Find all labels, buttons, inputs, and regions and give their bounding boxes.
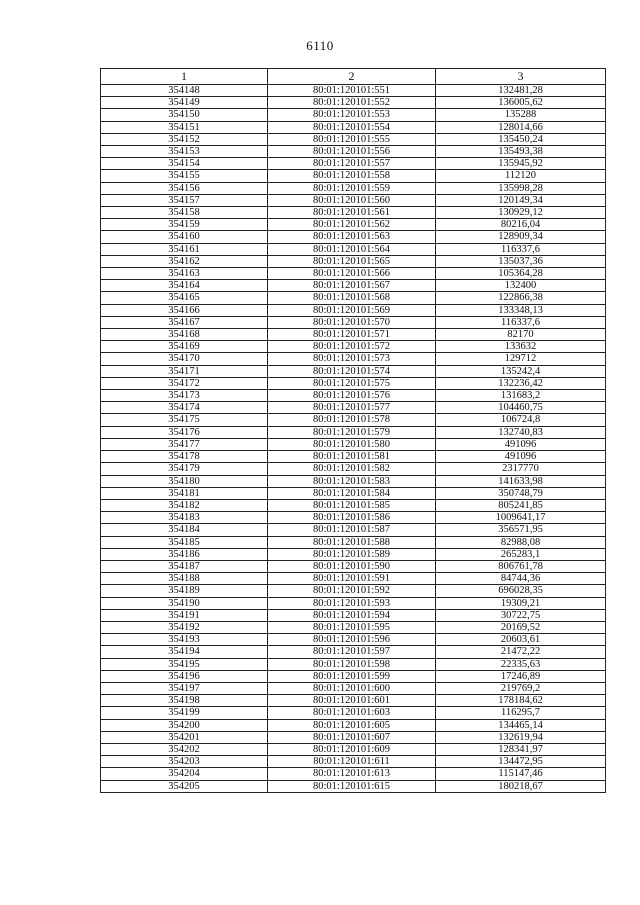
value-cell: 129712: [436, 353, 606, 365]
table-row: [101, 658, 606, 670]
cadastral-number-cell: 80:01:120101:582: [268, 463, 436, 475]
row-number-cell: 354180: [101, 475, 268, 487]
table-row: [101, 207, 606, 219]
value-cell: 130929,12: [436, 207, 606, 219]
cadastral-number-cell: 80:01:120101:588: [268, 536, 436, 548]
cadastral-number-cell: 80:01:120101:555: [268, 133, 436, 145]
table-row: [101, 158, 606, 170]
value-cell: 105364,28: [436, 268, 606, 280]
cadastral-number-cell: 80:01:120101:573: [268, 353, 436, 365]
row-number-cell: 354178: [101, 451, 268, 463]
value-cell: 19309,21: [436, 597, 606, 609]
cadastral-number-cell: 80:01:120101:562: [268, 219, 436, 231]
value-cell: 491096: [436, 438, 606, 450]
table-row: [101, 194, 606, 206]
table-row: [101, 756, 606, 768]
value-cell: 17246,89: [436, 670, 606, 682]
table-row: [101, 451, 606, 463]
value-cell: 135998,28: [436, 182, 606, 194]
value-cell: 356571,95: [436, 524, 606, 536]
value-cell: 128014,66: [436, 121, 606, 133]
cadastral-number-cell: 80:01:120101:569: [268, 304, 436, 316]
row-number-cell: 354164: [101, 280, 268, 292]
cadastral-number-cell: 80:01:120101:599: [268, 670, 436, 682]
row-number-cell: 354191: [101, 609, 268, 621]
row-number-cell: 354196: [101, 670, 268, 682]
row-number-cell: 354177: [101, 438, 268, 450]
cadastral-number-cell: 80:01:120101:560: [268, 194, 436, 206]
row-number-cell: 354156: [101, 182, 268, 194]
value-cell: 141633,98: [436, 475, 606, 487]
table-row: [101, 499, 606, 511]
table-row: [101, 487, 606, 499]
cadastral-number-cell: 80:01:120101:586: [268, 512, 436, 524]
row-number-cell: 354166: [101, 304, 268, 316]
value-cell: 132400: [436, 280, 606, 292]
row-number-cell: 354150: [101, 109, 268, 121]
value-cell: 350748,79: [436, 487, 606, 499]
row-number-cell: 354161: [101, 243, 268, 255]
data-table: [100, 68, 606, 793]
table-row: [101, 634, 606, 646]
value-cell: 134472,95: [436, 756, 606, 768]
row-number-cell: 354165: [101, 292, 268, 304]
cadastral-number-cell: 80:01:120101:605: [268, 719, 436, 731]
table-row: [101, 438, 606, 450]
value-cell: 120149,34: [436, 194, 606, 206]
column-header-1: 1: [101, 69, 268, 85]
value-cell: 131683,2: [436, 390, 606, 402]
table-row: [101, 292, 606, 304]
value-cell: 806761,78: [436, 560, 606, 572]
cadastral-number-cell: 80:01:120101:563: [268, 231, 436, 243]
value-cell: 132481,28: [436, 85, 606, 97]
cadastral-number-cell: 80:01:120101:577: [268, 402, 436, 414]
cadastral-number-cell: 80:01:120101:574: [268, 365, 436, 377]
table-row: [101, 97, 606, 109]
cadastral-number-cell: 80:01:120101:575: [268, 377, 436, 389]
cadastral-number-cell: 80:01:120101:596: [268, 634, 436, 646]
cadastral-number-cell: 80:01:120101:578: [268, 414, 436, 426]
value-cell: 805241,85: [436, 499, 606, 511]
value-cell: 135288: [436, 109, 606, 121]
table-row: [101, 414, 606, 426]
row-number-cell: 354187: [101, 560, 268, 572]
value-cell: 30722,75: [436, 609, 606, 621]
row-number-cell: 354157: [101, 194, 268, 206]
value-cell: 132740,83: [436, 426, 606, 438]
table-row: [101, 255, 606, 267]
cadastral-number-cell: 80:01:120101:580: [268, 438, 436, 450]
table-row: [101, 304, 606, 316]
value-cell: 116337,6: [436, 243, 606, 255]
table-row: [101, 268, 606, 280]
value-cell: 20169,52: [436, 621, 606, 633]
row-number-cell: 354186: [101, 548, 268, 560]
value-cell: 84744,36: [436, 573, 606, 585]
value-cell: 135450,24: [436, 133, 606, 145]
row-number-cell: 354202: [101, 743, 268, 755]
row-number-cell: 354148: [101, 85, 268, 97]
row-number-cell: 354159: [101, 219, 268, 231]
table-row: [101, 182, 606, 194]
value-cell: 1009641,17: [436, 512, 606, 524]
table-row: [101, 365, 606, 377]
row-number-cell: 354174: [101, 402, 268, 414]
cadastral-number-cell: 80:01:120101:583: [268, 475, 436, 487]
cadastral-number-cell: 80:01:120101:552: [268, 97, 436, 109]
table-row: [101, 646, 606, 658]
row-number-cell: 354153: [101, 146, 268, 158]
value-cell: 2317770: [436, 463, 606, 475]
row-number-cell: 354162: [101, 255, 268, 267]
cadastral-number-cell: 80:01:120101:567: [268, 280, 436, 292]
row-number-cell: 354155: [101, 170, 268, 182]
value-cell: 22335,63: [436, 658, 606, 670]
cadastral-number-cell: 80:01:120101:611: [268, 756, 436, 768]
value-cell: 106724,8: [436, 414, 606, 426]
row-number-cell: 354188: [101, 573, 268, 585]
value-cell: 180218,67: [436, 780, 606, 792]
page-number: 6110: [306, 38, 334, 53]
table-row: [101, 390, 606, 402]
row-number-cell: 354195: [101, 658, 268, 670]
value-cell: 104460,75: [436, 402, 606, 414]
table-row: [101, 585, 606, 597]
table-row: [101, 682, 606, 694]
table-row: [101, 780, 606, 792]
row-number-cell: 354158: [101, 207, 268, 219]
table-row: [101, 109, 606, 121]
table-row: [101, 621, 606, 633]
table-row: [101, 170, 606, 182]
cadastral-number-cell: 80:01:120101:609: [268, 743, 436, 755]
table-row: [101, 560, 606, 572]
cadastral-number-cell: 80:01:120101:591: [268, 573, 436, 585]
row-number-cell: 354199: [101, 707, 268, 719]
value-cell: 135242,4: [436, 365, 606, 377]
row-number-cell: 354173: [101, 390, 268, 402]
row-number-cell: 354200: [101, 719, 268, 731]
cadastral-number-cell: 80:01:120101:593: [268, 597, 436, 609]
cadastral-number-cell: 80:01:120101:579: [268, 426, 436, 438]
table-row: [101, 243, 606, 255]
cadastral-number-cell: 80:01:120101:607: [268, 731, 436, 743]
value-cell: 135037,36: [436, 255, 606, 267]
cadastral-number-cell: 80:01:120101:615: [268, 780, 436, 792]
header-row: [101, 69, 606, 85]
value-cell: 265283,1: [436, 548, 606, 560]
row-number-cell: 354176: [101, 426, 268, 438]
table-row: [101, 353, 606, 365]
value-cell: 133632: [436, 341, 606, 353]
row-number-cell: 354168: [101, 329, 268, 341]
row-number-cell: 354152: [101, 133, 268, 145]
row-number-cell: 354169: [101, 341, 268, 353]
row-number-cell: 354160: [101, 231, 268, 243]
value-cell: 82170: [436, 329, 606, 341]
row-number-cell: 354151: [101, 121, 268, 133]
table-row: [101, 524, 606, 536]
cadastral-number-cell: 80:01:120101:601: [268, 695, 436, 707]
value-cell: 136005,62: [436, 97, 606, 109]
table-row: [101, 597, 606, 609]
row-number-cell: 354163: [101, 268, 268, 280]
table-row: [101, 316, 606, 328]
cadastral-number-cell: 80:01:120101:597: [268, 646, 436, 658]
value-cell: 491096: [436, 451, 606, 463]
cadastral-number-cell: 80:01:120101:568: [268, 292, 436, 304]
table-row: [101, 231, 606, 243]
column-header-2: 2: [268, 69, 436, 85]
cadastral-number-cell: 80:01:120101:585: [268, 499, 436, 511]
cadastral-number-cell: 80:01:120101:590: [268, 560, 436, 572]
table-row: [101, 426, 606, 438]
value-cell: 116295,7: [436, 707, 606, 719]
row-number-cell: 354181: [101, 487, 268, 499]
table-row: [101, 707, 606, 719]
row-number-cell: 354192: [101, 621, 268, 633]
row-number-cell: 354183: [101, 512, 268, 524]
cadastral-number-cell: 80:01:120101:598: [268, 658, 436, 670]
cadastral-number-cell: 80:01:120101:595: [268, 621, 436, 633]
table-row: [101, 463, 606, 475]
table-row: [101, 719, 606, 731]
cadastral-number-cell: 80:01:120101:572: [268, 341, 436, 353]
table-row: [101, 341, 606, 353]
row-number-cell: 354190: [101, 597, 268, 609]
value-cell: 132236,42: [436, 377, 606, 389]
value-cell: 116337,6: [436, 316, 606, 328]
value-cell: 80216,04: [436, 219, 606, 231]
table-row: [101, 146, 606, 158]
table-row: [101, 743, 606, 755]
table-row: [101, 609, 606, 621]
row-number-cell: 354189: [101, 585, 268, 597]
row-number-cell: 354171: [101, 365, 268, 377]
cadastral-number-cell: 80:01:120101:570: [268, 316, 436, 328]
table-row: [101, 768, 606, 780]
table-row: [101, 731, 606, 743]
row-number-cell: 354194: [101, 646, 268, 658]
value-cell: 696028,35: [436, 585, 606, 597]
row-number-cell: 354149: [101, 97, 268, 109]
table-row: [101, 329, 606, 341]
table-row: [101, 219, 606, 231]
cadastral-number-cell: 80:01:120101:589: [268, 548, 436, 560]
value-cell: 135945,92: [436, 158, 606, 170]
value-cell: 82988,08: [436, 536, 606, 548]
table-row: [101, 512, 606, 524]
cadastral-number-cell: 80:01:120101:584: [268, 487, 436, 499]
cadastral-number-cell: 80:01:120101:592: [268, 585, 436, 597]
table-row: [101, 85, 606, 97]
column-header-3: 3: [436, 69, 606, 85]
value-cell: 178184,62: [436, 695, 606, 707]
cadastral-number-cell: 80:01:120101:565: [268, 255, 436, 267]
row-number-cell: 354182: [101, 499, 268, 511]
cadastral-number-cell: 80:01:120101:613: [268, 768, 436, 780]
row-number-cell: 354205: [101, 780, 268, 792]
cadastral-number-cell: 80:01:120101:594: [268, 609, 436, 621]
cadastral-number-cell: 80:01:120101:556: [268, 146, 436, 158]
table-row: [101, 670, 606, 682]
cadastral-number-cell: 80:01:120101:558: [268, 170, 436, 182]
value-cell: 135493,38: [436, 146, 606, 158]
value-cell: 219769,2: [436, 682, 606, 694]
row-number-cell: 354170: [101, 353, 268, 365]
row-number-cell: 354154: [101, 158, 268, 170]
value-cell: 133348,13: [436, 304, 606, 316]
table-row: [101, 133, 606, 145]
table-row: [101, 121, 606, 133]
value-cell: 134465,14: [436, 719, 606, 731]
cadastral-number-cell: 80:01:120101:576: [268, 390, 436, 402]
cadastral-number-cell: 80:01:120101:581: [268, 451, 436, 463]
table-row: [101, 377, 606, 389]
table-body: [101, 85, 606, 793]
table-row: [101, 280, 606, 292]
cadastral-number-cell: 80:01:120101:559: [268, 182, 436, 194]
table-row: [101, 548, 606, 560]
value-cell: 20603,61: [436, 634, 606, 646]
row-number-cell: 354197: [101, 682, 268, 694]
row-number-cell: 354204: [101, 768, 268, 780]
cadastral-number-cell: 80:01:120101:557: [268, 158, 436, 170]
cadastral-number-cell: 80:01:120101:554: [268, 121, 436, 133]
cadastral-number-cell: 80:01:120101:561: [268, 207, 436, 219]
value-cell: 21472,22: [436, 646, 606, 658]
cadastral-number-cell: 80:01:120101:551: [268, 85, 436, 97]
cadastral-number-cell: 80:01:120101:600: [268, 682, 436, 694]
cadastral-number-cell: 80:01:120101:571: [268, 329, 436, 341]
table-row: [101, 475, 606, 487]
row-number-cell: 354175: [101, 414, 268, 426]
row-number-cell: 354179: [101, 463, 268, 475]
row-number-cell: 354172: [101, 377, 268, 389]
value-cell: 128341,97: [436, 743, 606, 755]
table-row: [101, 536, 606, 548]
value-cell: 115147,46: [436, 768, 606, 780]
row-number-cell: 354184: [101, 524, 268, 536]
cadastral-number-cell: 80:01:120101:553: [268, 109, 436, 121]
row-number-cell: 354198: [101, 695, 268, 707]
cadastral-number-cell: 80:01:120101:566: [268, 268, 436, 280]
cadastral-number-cell: 80:01:120101:603: [268, 707, 436, 719]
cadastral-number-cell: 80:01:120101:587: [268, 524, 436, 536]
cadastral-number-cell: 80:01:120101:564: [268, 243, 436, 255]
table-row: [101, 402, 606, 414]
value-cell: 122866,38: [436, 292, 606, 304]
row-number-cell: 354185: [101, 536, 268, 548]
value-cell: 112120: [436, 170, 606, 182]
table-row: [101, 695, 606, 707]
row-number-cell: 354167: [101, 316, 268, 328]
table-row: [101, 573, 606, 585]
row-number-cell: 354193: [101, 634, 268, 646]
value-cell: 128909,34: [436, 231, 606, 243]
value-cell: 132619,94: [436, 731, 606, 743]
row-number-cell: 354201: [101, 731, 268, 743]
row-number-cell: 354203: [101, 756, 268, 768]
